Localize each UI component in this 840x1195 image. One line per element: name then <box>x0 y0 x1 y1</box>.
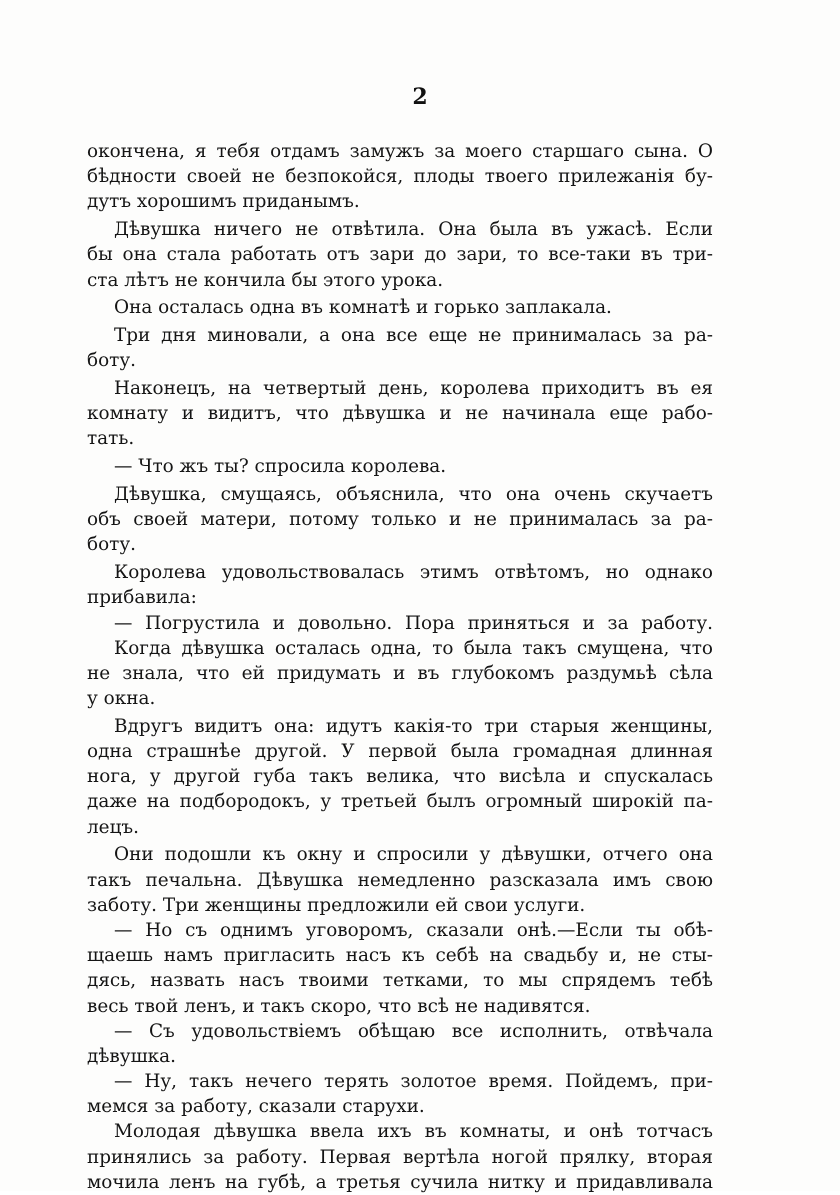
text-line: мочила ленъ на губѣ, а третья сучила нитку и придавливала <box>87 1171 713 1193</box>
text-line: мемся за работу, сказали старухи. <box>87 1096 425 1118</box>
text-line: такъ печальна. Дѣвушка немедленно разсказала имъ свою <box>87 869 713 891</box>
text-line: комнату и видитъ, что дѣвушка и не начинала еще рабо- <box>87 403 713 425</box>
text-line: бы она стала работать отъ зари до зари, то все-таки въ три- <box>87 244 713 266</box>
text-line: — Но съ однимъ уговоромъ, сказали онѣ.—Если ты обѣ- <box>114 919 713 941</box>
text-line: щаешь намъ пригласить насъ къ себѣ на свадьбу и, не сты- <box>87 945 713 967</box>
text-line: одна страшнѣе другой. У первой была громадная длинная <box>87 741 713 763</box>
body-text <box>87 139 713 1195</box>
text-line: — Что жъ ты? спросила королева. <box>114 456 447 478</box>
text-line: окончена, я тебя отдамъ замужъ за моего старшаго сына. О <box>87 141 713 162</box>
text-line: весь твой ленъ, и такъ скоро, что всѣ не надивятся. <box>87 995 591 1017</box>
text-line: Когда дѣвушка осталась одна, то была такъ смущена, что <box>114 637 713 659</box>
text-line: ста лѣтъ не кончила бы этого урока. <box>87 269 444 291</box>
text-line: бѣдности своей не безпокойся, плоды твоего прилежанія бу- <box>87 166 713 188</box>
text-line: — Съ удовольствіемъ обѣщаю все исполнить, отвѣчала <box>114 1020 713 1042</box>
text-line: Она осталась одна въ комнатѣ и горько заплакала. <box>114 297 612 319</box>
text-line: Дѣвушка, смущаясь, объяснила, что она очень скучаетъ <box>114 484 713 505</box>
text-line: прибавила: <box>87 587 197 609</box>
text-line: боту. <box>87 534 136 556</box>
text-line: заботу. Три женщины предложили ей свои услуги. <box>87 894 586 916</box>
text-line: нога, у другой губа такъ велика, что висѣла и спускалась <box>87 766 713 788</box>
text-line: Дѣвушка ничего не отвѣтила. Она была въ ужасѣ. Если <box>114 219 713 241</box>
text-line: не знала, что ей придумать и въ глубокомъ раздумьѣ сѣла <box>87 662 713 684</box>
text-line: Наконецъ, на четвертый день, королева приходитъ въ ея <box>114 378 713 400</box>
text-line: дясь, назвать насъ твоими тетками, то мы спрядемъ тебѣ <box>87 970 713 992</box>
text-line: — Погрустила и довольно. Пора приняться и за работу. <box>114 612 713 634</box>
text-line: дѣвушка. <box>87 1045 176 1067</box>
text-line: боту. <box>87 350 136 372</box>
text-line: принялись за работу. Первая вертѣла ногой прялку, вторая <box>87 1146 713 1168</box>
text-line: объ своей матери, потому только и не принималась за ра- <box>87 509 713 531</box>
text-line: Вдругъ видитъ она: идутъ какія-то три старыя женщины, <box>114 715 713 737</box>
page-number: 2 <box>412 84 428 110</box>
text-line: дутъ хорошимъ приданымъ. <box>87 191 360 213</box>
text-line: лецъ. <box>87 816 139 838</box>
text-line: тать. <box>87 428 135 450</box>
text-line: Они подошли къ окну и спросили у дѣвушки, отчего она <box>114 844 713 866</box>
text-line: Королева удовольствовалась этимъ отвѣтомъ, но однако <box>114 562 713 584</box>
text-line: даже на подбородокъ, у третьей былъ огромный широкій па- <box>87 791 713 813</box>
text-line: Три дня миновали, а она все еще не принималась за ра- <box>114 325 713 347</box>
text-line: — Ну, такъ нечего терять золотое время. Пойдемъ, при- <box>114 1071 713 1093</box>
text-line: Молодая дѣвушка ввела ихъ въ комнаты, и онѣ тотчасъ <box>114 1121 713 1143</box>
text-line: у окна. <box>87 688 156 710</box>
